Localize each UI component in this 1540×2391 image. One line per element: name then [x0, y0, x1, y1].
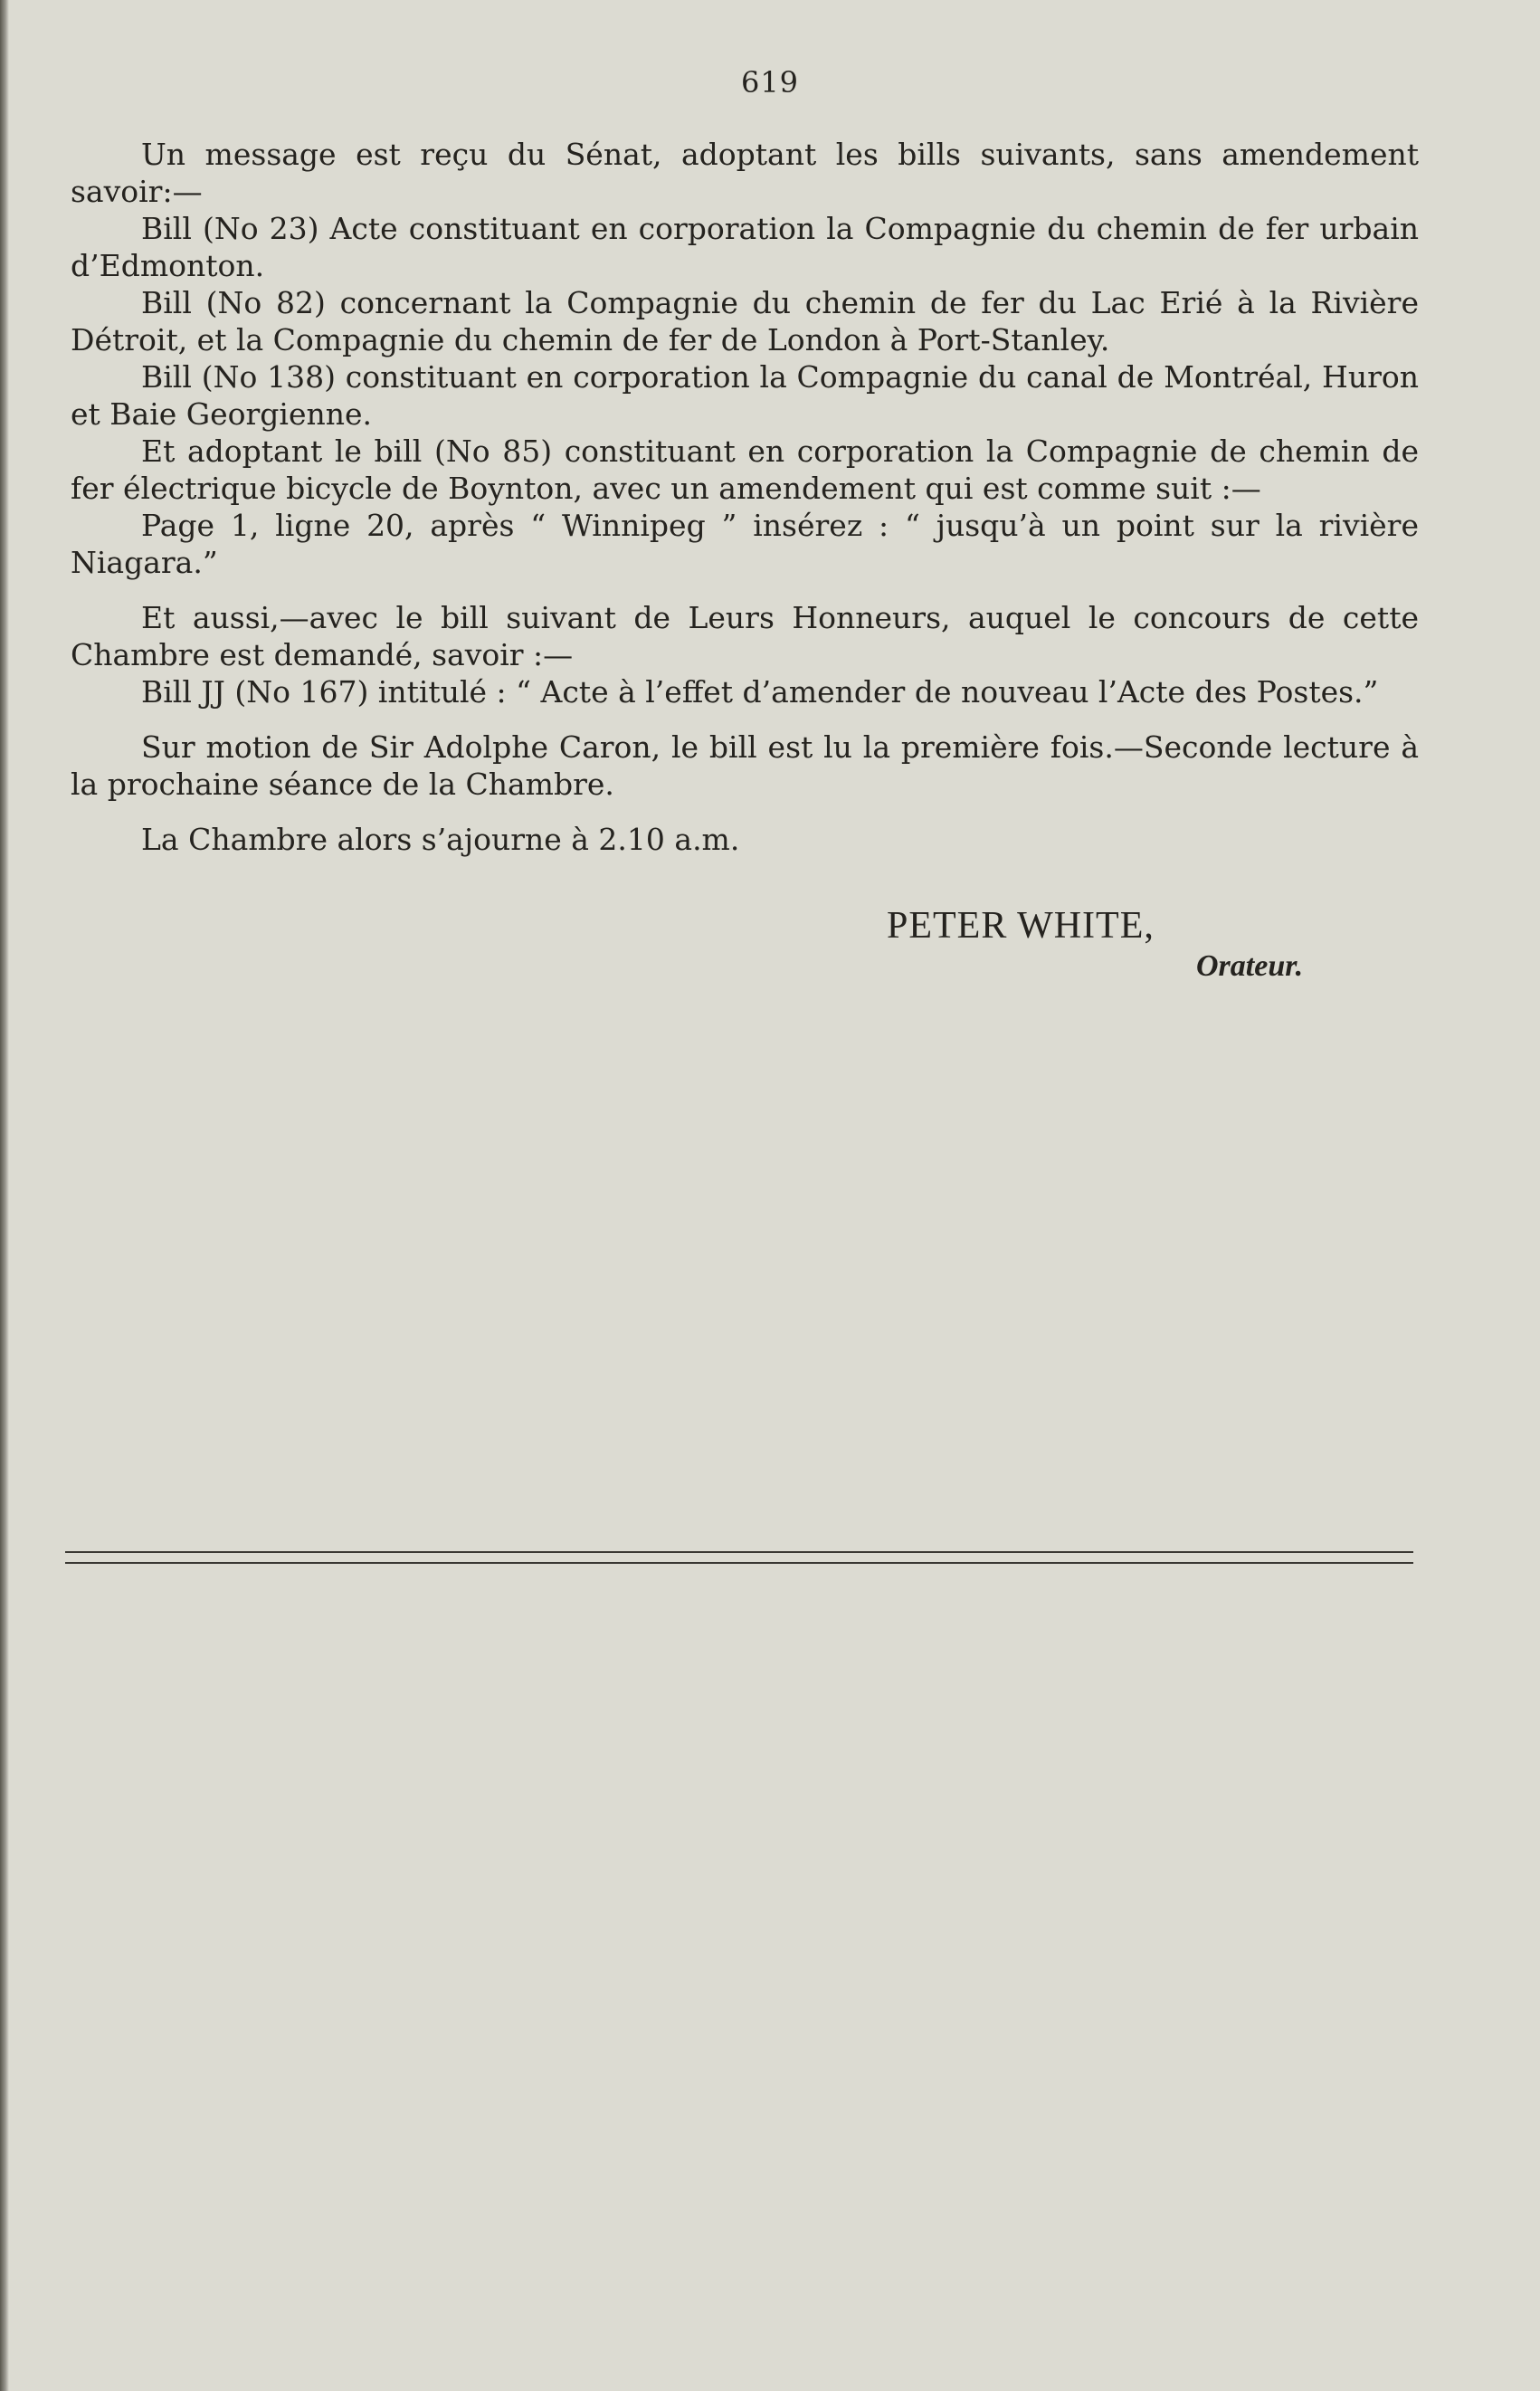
paragraph-bill-85: Et adoptant le bill (No 85) constituant en corporation la Compagnie de chemin de fer électrique bicycle de Boynton, avec un amendement qui est comme suit :—: [71, 433, 1419, 506]
signature-name: PETER WHITE,: [887, 905, 1155, 947]
paragraph-bill-jj: Bill JJ (No 167) intitulé : “ Acte à l’effet d’amender de nouveau l’Acte des Postes.”: [141, 674, 1379, 710]
page-number: 619: [740, 65, 800, 100]
closing-rule-bottom: [65, 1562, 1413, 1564]
paragraph-bill-138: Bill (No 138) constituant en corporation la Compagnie du canal de Montréal, Huron et Baie Georgienne.: [71, 359, 1419, 432]
paragraph-amendment: Page 1, ligne 20, après “ Winnipeg ” insérez : “ jusqu’à un point sur la rivière Niagara.”: [71, 508, 1419, 580]
journal-text: [71, 136, 1419, 858]
closing-rule-top: [65, 1551, 1413, 1553]
paragraph-adjournment: La Chambre alors s’ajourne à 2.10 a.m.: [141, 822, 740, 857]
signature-block: [887, 903, 1357, 985]
paragraph-motion: Sur motion de Sir Adolphe Caron, le bill est lu la première fois.—Seconde lecture à la prochaine séance de la Chambre.: [71, 729, 1419, 802]
signature-title: Orateur.: [1196, 949, 1304, 983]
paragraph-bill-23: Bill (No 23) Acte constituant en corporation la Compagnie du chemin de fer urbain d’Edmonton.: [71, 211, 1419, 283]
page-binding-edge: [0, 0, 9, 2391]
paragraph-bill-honneurs: Et aussi,—avec le bill suivant de Leurs Honneurs, auquel le concours de cette Chambre est demandé, savoir :—: [71, 600, 1419, 672]
paragraph-bill-82: Bill (No 82) concernant la Compagnie du chemin de fer du Lac Erié à la Rivière Détroit, et la Compagnie du chemin de fer de London à Port-Stanley.: [71, 285, 1419, 357]
paragraph-senate-message: Un message est reçu du Sénat, adoptant les bills suivants, sans amendement savoir:—: [71, 137, 1419, 209]
